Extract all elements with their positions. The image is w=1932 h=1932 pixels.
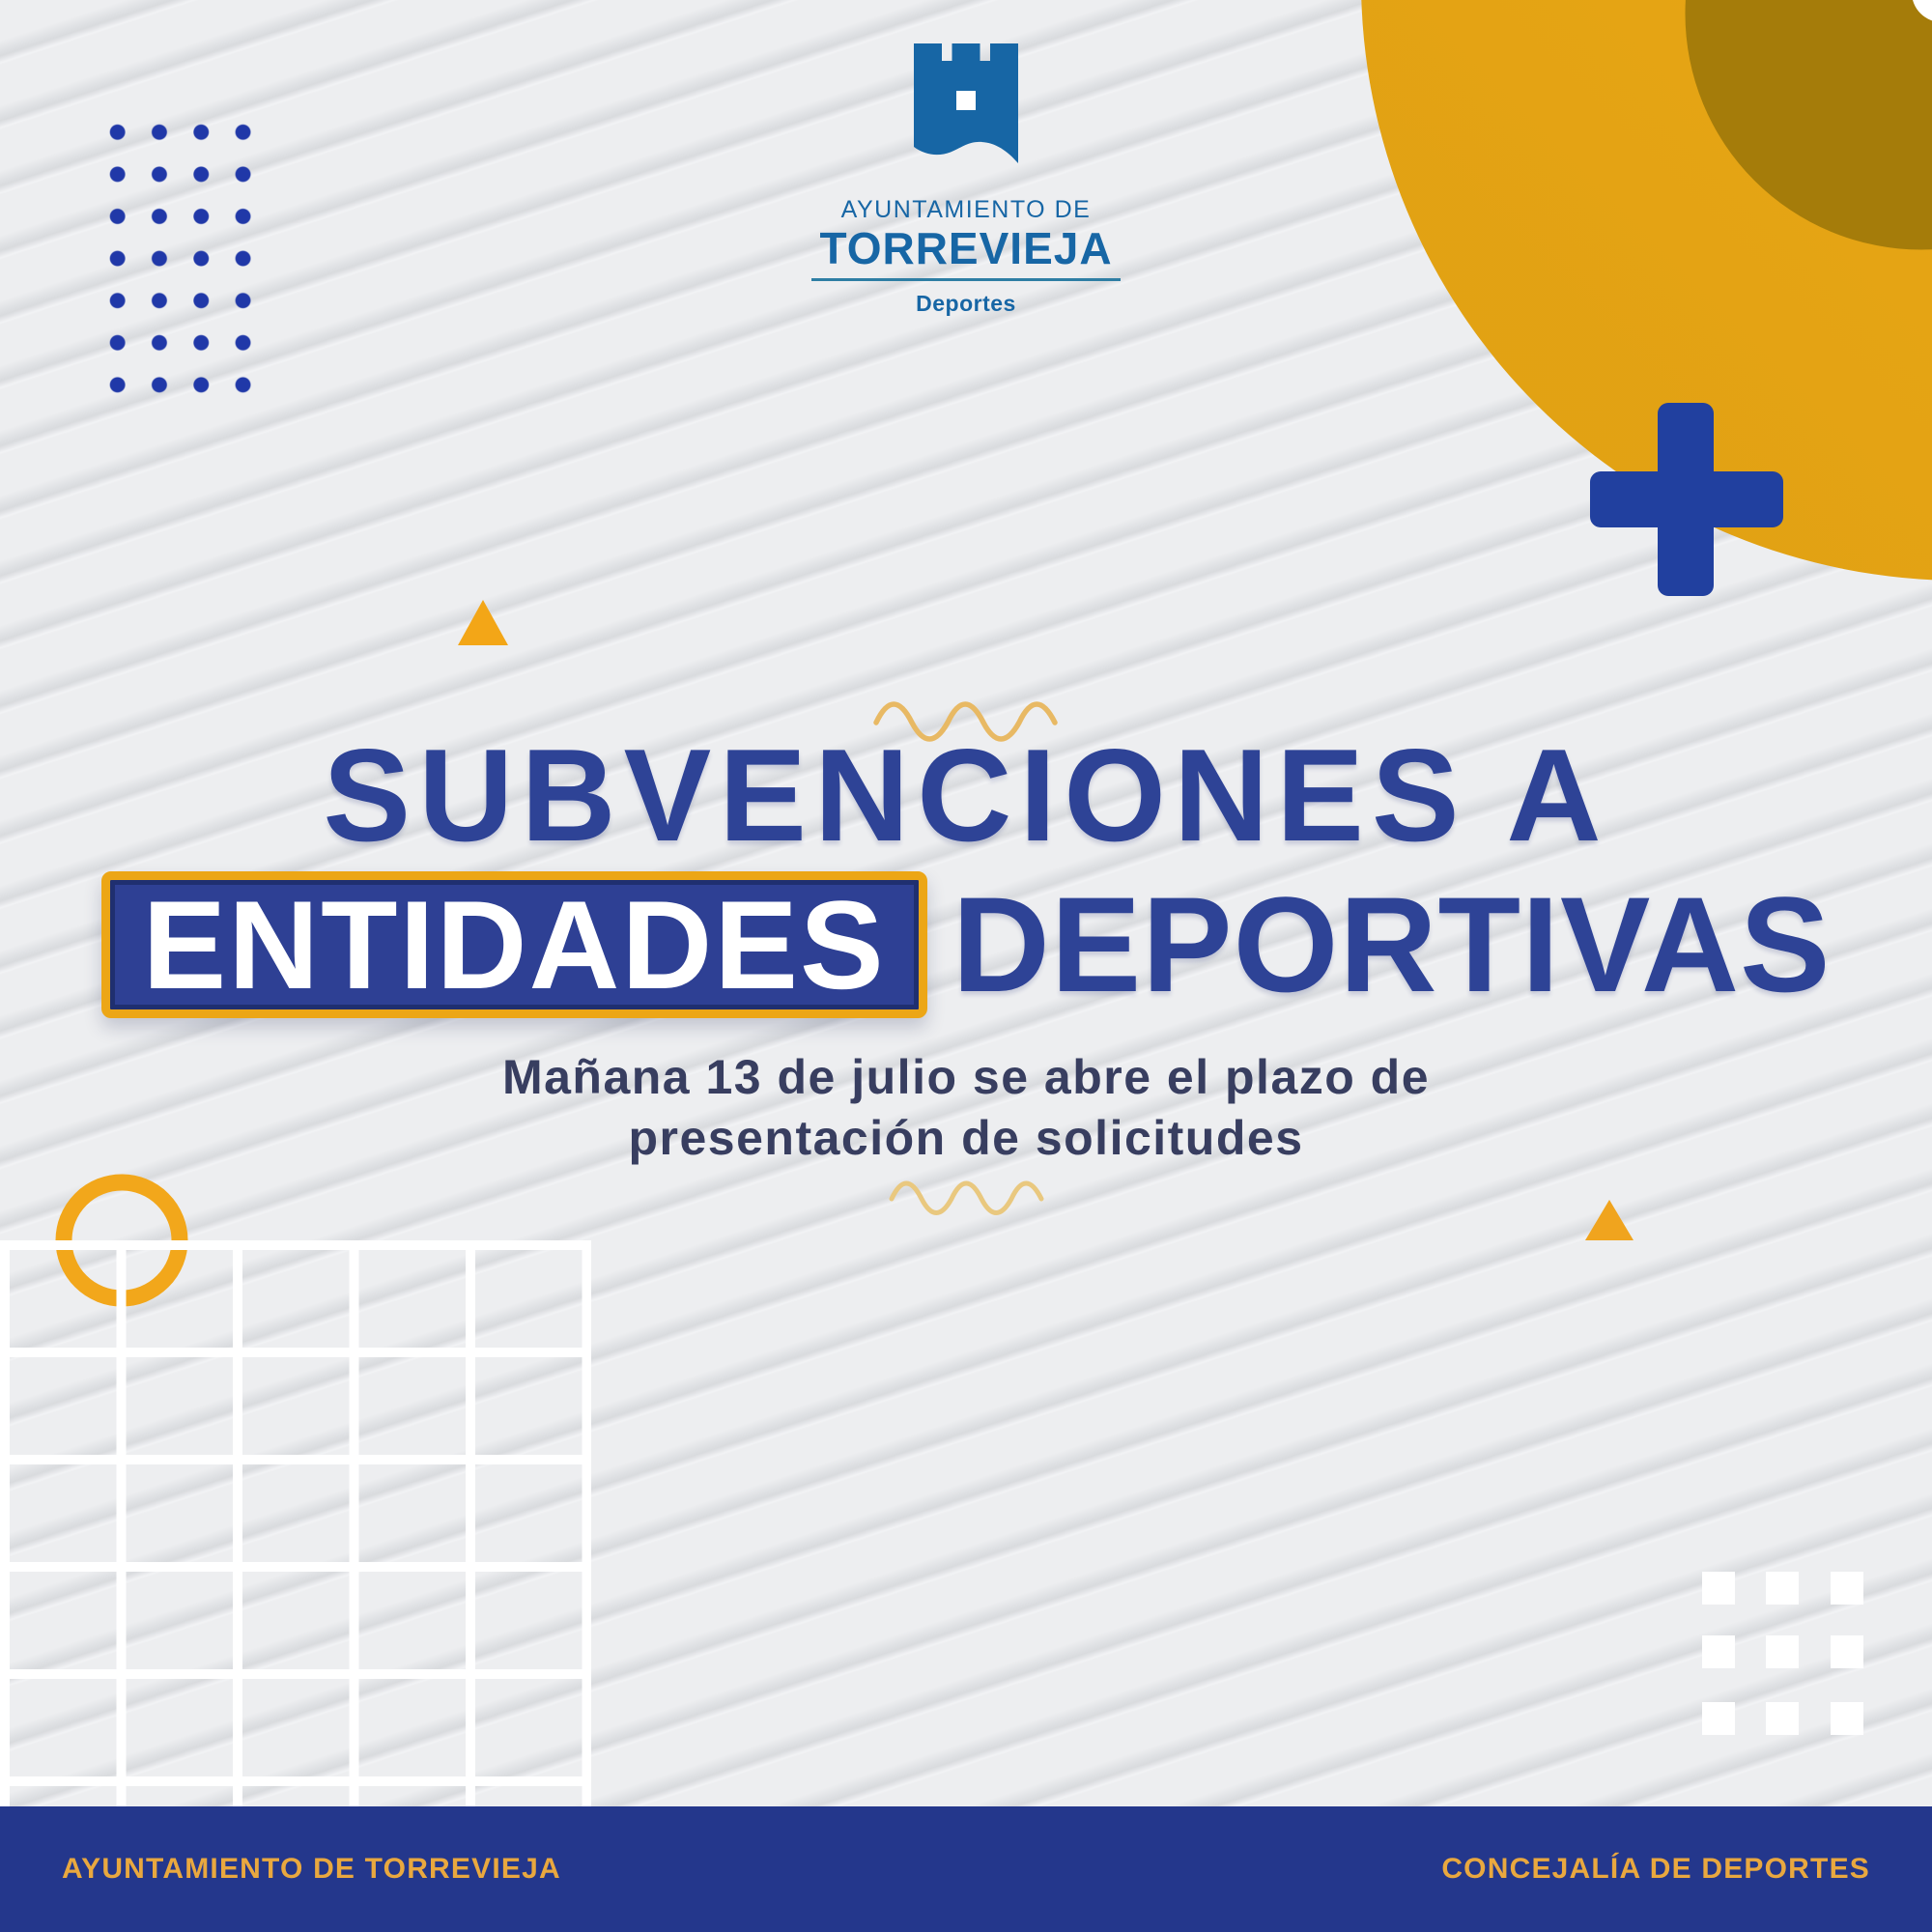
triangle-icon-right [1585, 1200, 1634, 1240]
logo [0, 41, 1932, 317]
logo-divider [811, 278, 1121, 281]
squiggle-icon-bottom [892, 1183, 1041, 1213]
footer-right-text: CONCEJALÍA DE DEPORTES [1441, 1853, 1870, 1885]
title-highlight-box [101, 871, 927, 1018]
subtitle-line2: presentación de solicitudes [628, 1111, 1304, 1165]
footer-left-text: AYUNTAMIENTO DE TORREVIEJA [62, 1853, 561, 1885]
squares-pattern-icon [1702, 1572, 1735, 1605]
title-line2 [0, 868, 1932, 1020]
logo-org-name: TORREVIEJA [819, 223, 1113, 273]
logo-department: Deportes [916, 291, 1016, 316]
title-line2-rest: DEPORTIVAS [952, 868, 1832, 1020]
footer-bar [0, 1806, 1932, 1932]
castle-tower-icon [914, 41, 1018, 168]
subtitle-line1: Mañana 13 de julio se abre el plazo de [501, 1050, 1431, 1104]
title-highlight-text: ENTIDADES [142, 874, 886, 1015]
grid-pattern-icon [0, 1240, 591, 1810]
logo-org-prefix: AYUNTAMIENTO DE [840, 196, 1092, 223]
title-line1: SUBVENCIONES A [323, 722, 1609, 868]
triangle-icon-left [458, 600, 508, 645]
subtitle [0, 1047, 1932, 1169]
plus-icon [1590, 403, 1783, 596]
